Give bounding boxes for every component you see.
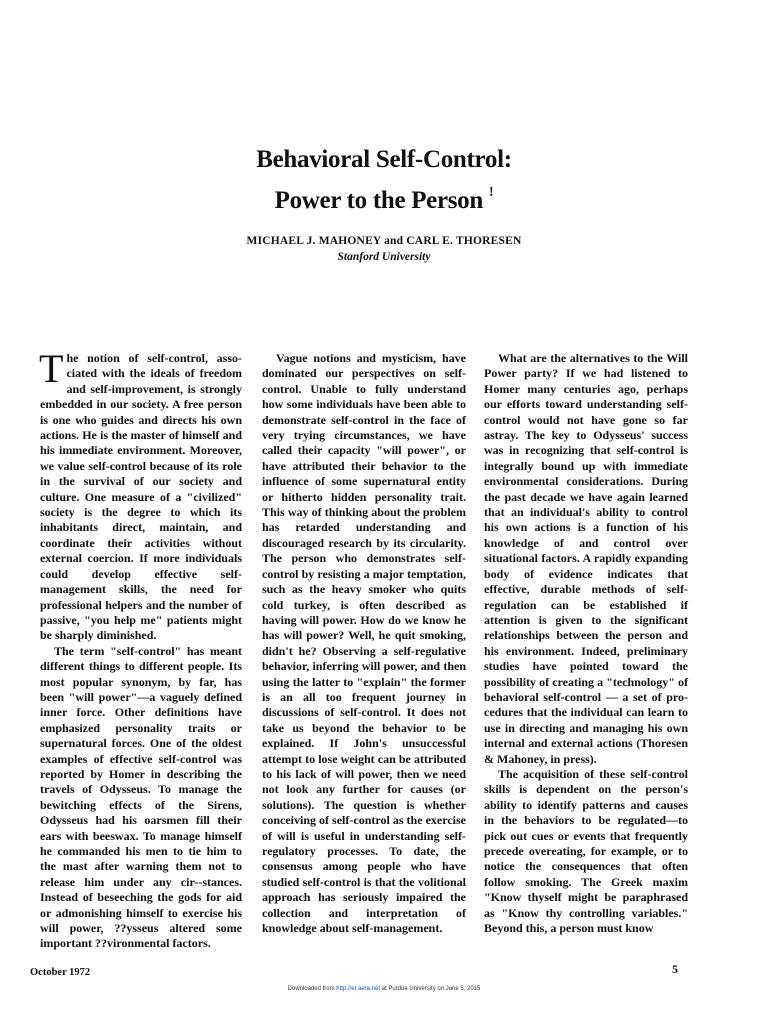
download-link[interactable]: http://er.aera.net	[336, 986, 380, 992]
text-column-3	[484, 351, 688, 936]
paragraph: The acquisition of these self-control skills is dependent on the person's ability to identify patterns and causes in the behaviors to be regulated—to pick out cues or events that frequently precede overeating, for example, or to notice the consequences that often follow smoking. The Greek maxim "Know thyself might be paraphrased as "Know thy controlling variables." Beyond this, a person must know	[484, 766, 688, 936]
text-column-1	[39, 346, 242, 952]
text-column-2	[262, 351, 466, 936]
authors: MICHAEL J. MAHONEY and CARL E. THORESEN	[246, 235, 522, 247]
paragraph: The term "self-control" has meant different things to different people. Its most popular synonym, by far, has been "will power"—a vaguely defined inner force. Other definitions have emphasized personality traits or supernatural forces. One of the oldest examples of effective self-control was reported by Homer in describing the travels of Odysseus. To manage the bewitching effects of the Sirens, Odysseus had his oarsmen fill their ears with beeswax. To manage himself he commanded his men to tie him to the mast after warning them not to release him under any cir--stances. Instead of beseeching the gods for aid or admonishing himself to exercise his will power, ??ysseus altered some important ??vironmental factors.	[40, 643, 242, 951]
article-title	[0, 143, 768, 217]
paragraph: Vague notions and mysticism, have dominated our perspectives on self-control. Unable to fully understand how some individuals have been able to demonstrate self-control in the face of very trying circumstances, we have called their capacity "will power", or have attributed their behavior to the influence of some supernatural entity or hitherto hidden personality trait. This way of thinking about the problem has retarded understanding and discouraged research by its circularity. The person who demonstrates self-control by resisting a major temptation, such as the heavy smoker who quits cold turkey, is often described as having will power. How do we know he has will power? Well, he quit smoking, didn't he? Observing a self-regulative behavior, inferring will power, and then using the latter to "explain" the former is an all too frequent journey in discussions of self-control. It does not take us beyond the behavior to be explained. If John's unsuccessful attempt to lose weight can be attributed to his lack of will power, then we need not look any further for causes (or solutions). The question is whether conceiving of self-control as the exercise of will is useful in understanding self-regulatory processes. To date, the consensus among people who have studied self-control is that the volitional approach has seriously impaired the collection and interpretation of knowledge about self-management.	[262, 351, 466, 936]
download-prefix: Downloaded from	[287, 986, 337, 992]
download-notice	[0, 986, 768, 992]
paragraph-text: he notion of self-control, associated with the ideals of freedom and self-improvement, is strongly embedded in our society. A free person is one who guides and directs his own actions. He is the master of himself and his immediate environment. Moreover, we value self-control because of its role in the survival of our society and culture. One measure of a "civilized" society is the degree to which its inhabitants direct, maintain, and coordinate their activities without external coercion. If more individuals could develop effective self-management skills, the need for professional helpers and the number of passive, "you help me" patients might be sharply diminished.	[40, 351, 242, 643]
page-number: 5	[672, 962, 678, 976]
paragraph	[39, 346, 242, 644]
title-line-2	[0, 176, 768, 217]
title-line-1: Behavioral Self-Control:	[256, 146, 512, 173]
affiliation: Stanford University	[337, 251, 431, 263]
title-footnote-mark: !	[489, 185, 494, 200]
title-line-2-text: Power to the Person	[274, 187, 483, 214]
paragraph: What are the alternatives to the Will Power party? If we had listened to Homer many centuries ago, perhaps our efforts toward understanding self-control would not have gone so far astray. The key to Odysseus' success was in recognizing that self-control is integrally bound up with immediate environmental considerations. During the past decade we have again learned that an individual's ability to control his own actions is a function of his knowledge of and control over situational factors. A rapidly expanding body of evidence indicates that effective, durable methods of self-regulation can be established if attention is given to the significant relationships between the person and his environment. Indeed, preliminary studies have pointed toward the possibility of creating a "technology" of behavioral self-control — a set of procedures that the individual can learn to use in directing and managing his own internal and external actions (Thoresen & Mahoney, in press).	[484, 351, 688, 766]
drop-cap: T	[39, 346, 64, 391]
download-suffix: at Purdue University on June 5, 2015	[380, 986, 481, 992]
issue-date: October 1972	[30, 967, 91, 978]
